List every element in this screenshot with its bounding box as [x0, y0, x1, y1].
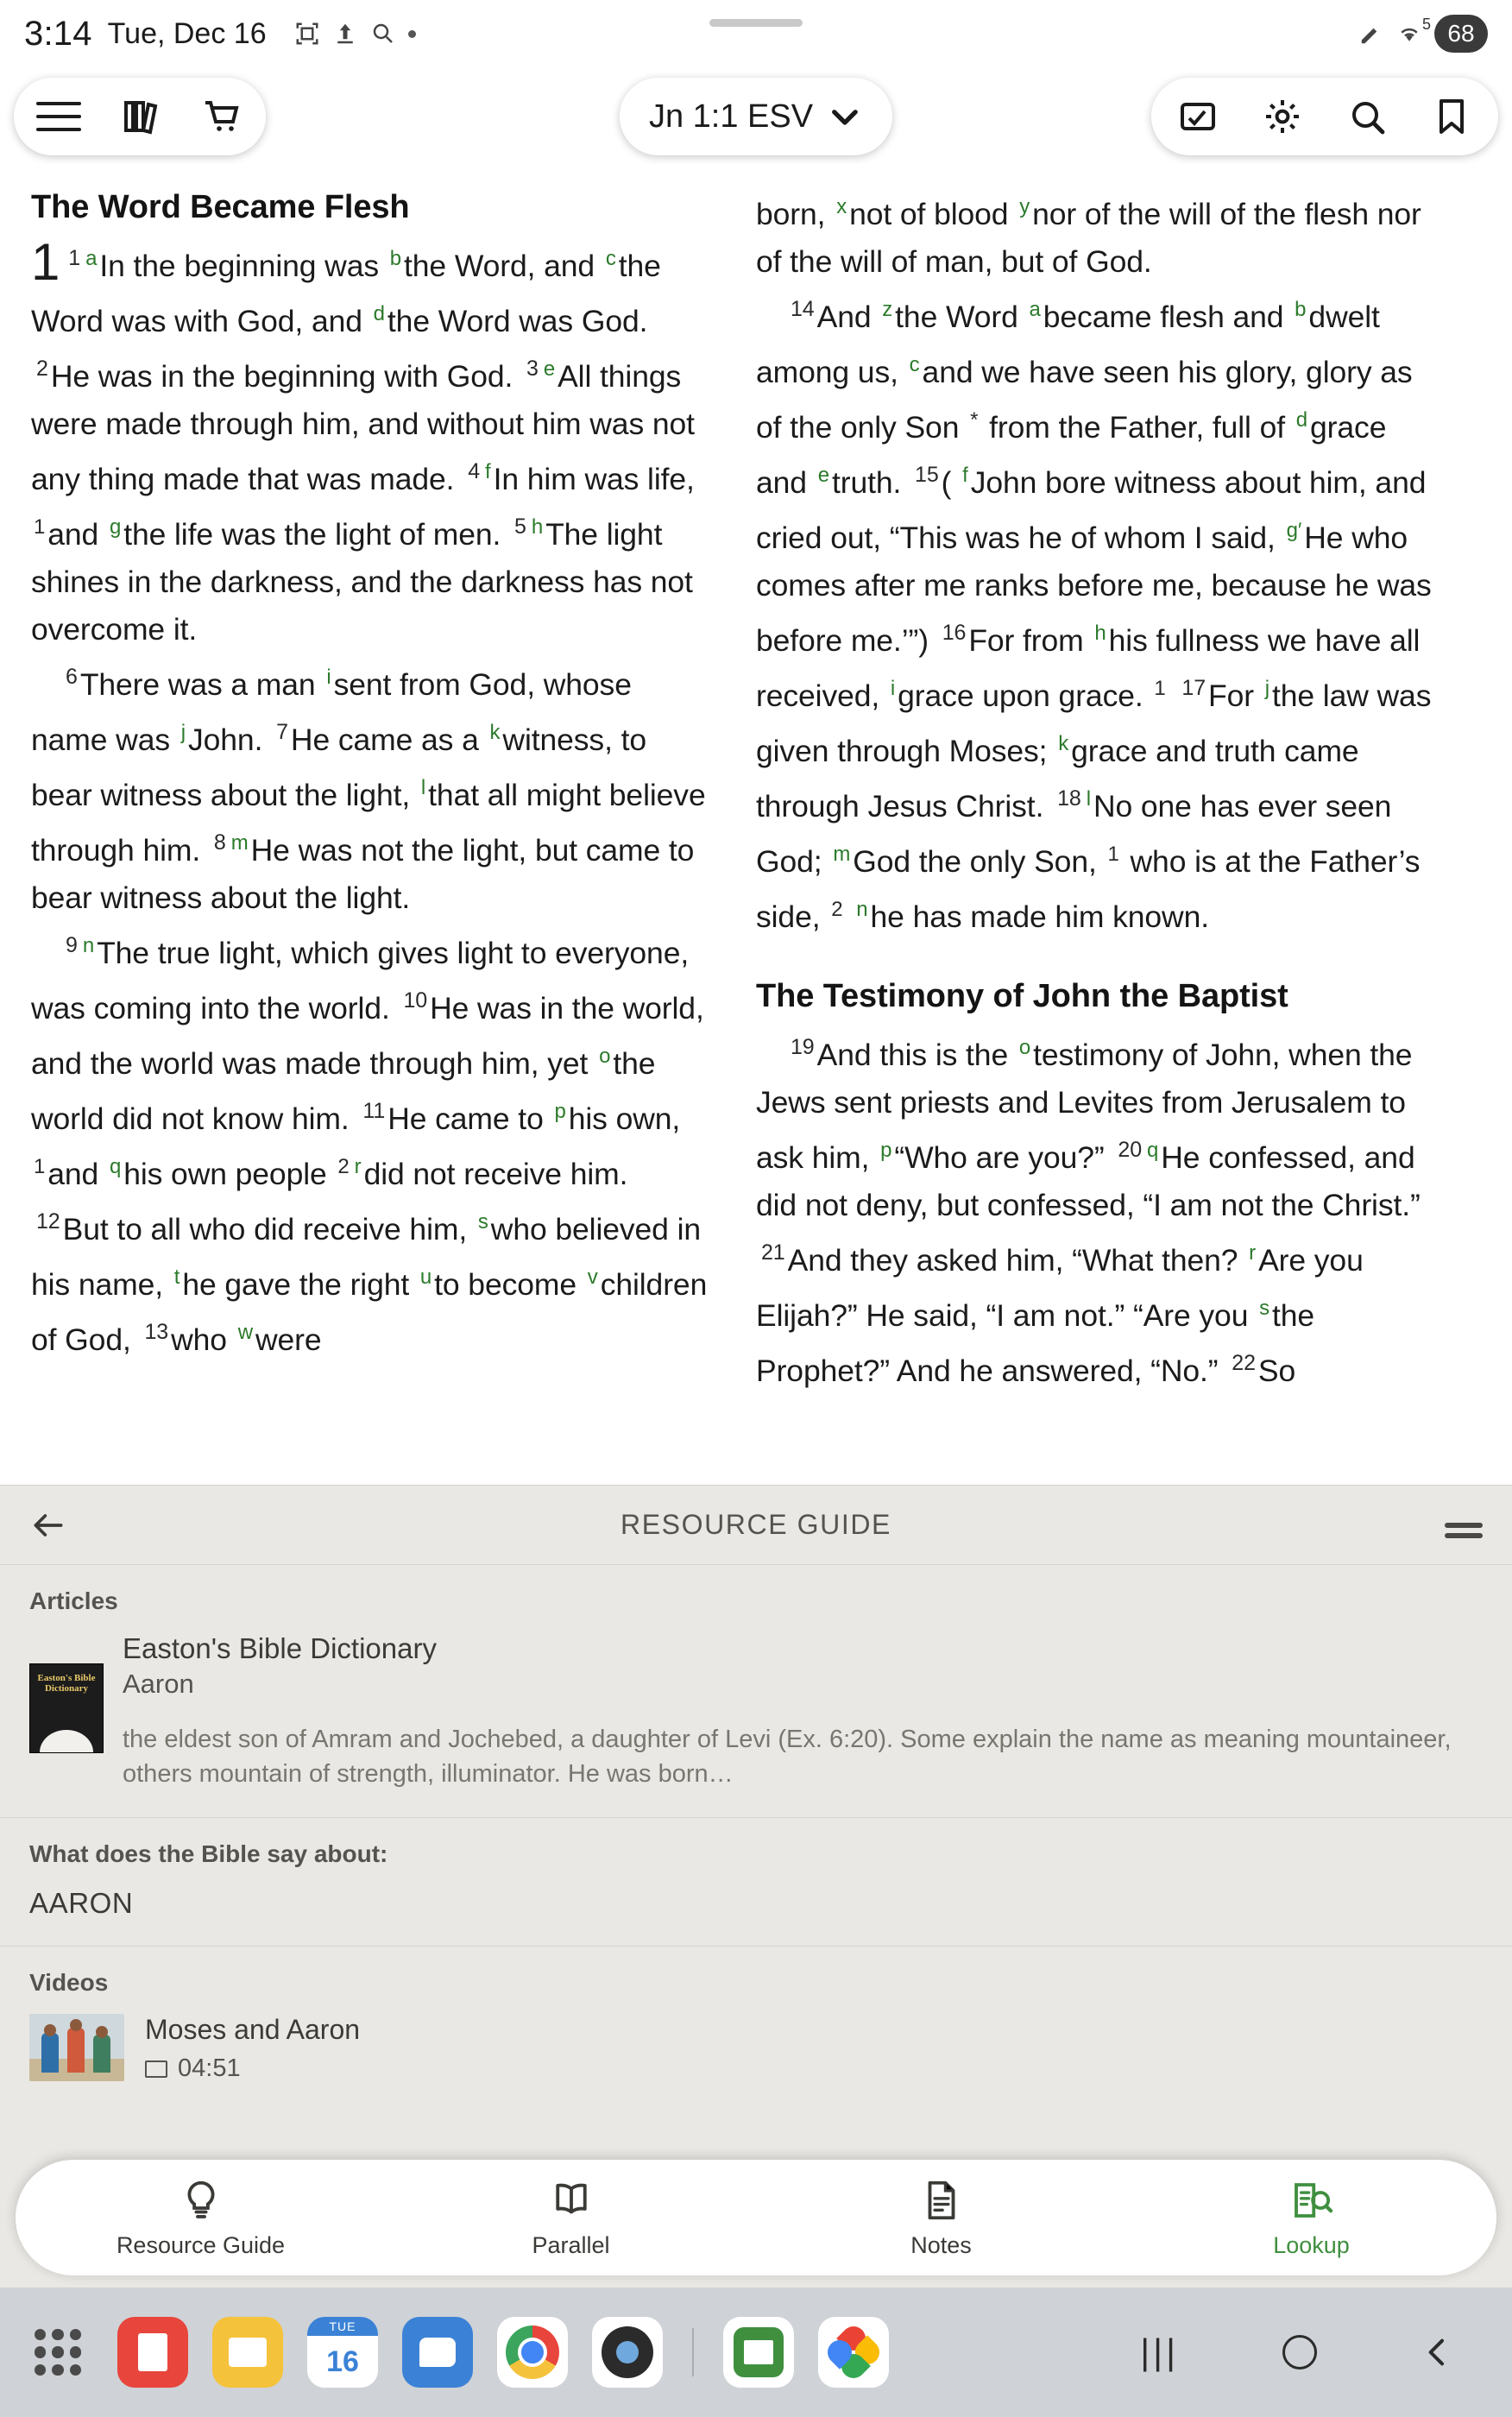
bible-app-icon[interactable]	[723, 2317, 794, 2388]
footnote-marker[interactable]: d	[1295, 408, 1308, 432]
photos-app-icon[interactable]	[818, 2317, 889, 2388]
home-button[interactable]	[1282, 2335, 1317, 2370]
videos-label: Videos	[29, 1969, 109, 1996]
back-arrow-icon[interactable]	[29, 1506, 67, 1544]
bible-paragraph-2: $^6$There was a man $^i$sent from God, whose name was $^j$John. $^7$He came as a $^k$witness, to bear witness about the light, $^l$that all might believe through him. $^8$ $^m$He was not the light, but came to bear witness about the light.	[31, 665, 706, 915]
footnote-marker[interactable]: j	[180, 721, 186, 744]
video-list-item[interactable]	[29, 2014, 1483, 2083]
footnote-marker[interactable]: l	[420, 776, 426, 799]
footnote-marker[interactable]: l	[1086, 787, 1091, 811]
calendar-weekday: TUE	[307, 2317, 378, 2336]
article-entry-name: Aaron	[123, 1669, 194, 1699]
verse-number: 15	[915, 463, 939, 487]
footnote-marker[interactable]: j	[1264, 677, 1269, 700]
chevron-down-icon[interactable]	[827, 98, 863, 135]
footnote-marker[interactable]: w	[237, 1321, 253, 1344]
recents-button[interactable]: |||	[1140, 2332, 1179, 2372]
footnote-marker[interactable]: q	[1147, 1139, 1159, 1162]
battery-indicator: 68	[1434, 15, 1488, 53]
pdf-app-icon[interactable]	[117, 2317, 188, 2388]
article-snippet: the eldest son of Amram and Jochebed, a daughter of Levi (Ex. 6:20). Some explain the name as meaning mountaineer, others mountain of strength, illuminator. He was born…	[123, 1726, 1452, 1788]
verse-number: 6	[66, 665, 78, 689]
open-book-icon	[548, 2177, 595, 2224]
camera-notch	[709, 19, 803, 27]
current-reference: Jn 1:1 ESV	[648, 98, 814, 135]
bible-paragraph-3: $^9$ $^n$The true light, which gives light to everyone, was coming into the world. $^{10}$He was in the world, and the world was made through him, yet $^o$the world did not know him. $^{11}$He came to $^p$his own, $^1$and $^q$his own people $^2$ $^r$did not receive him. $^{12}$But to all who did receive him, $^s$who believed in his name, $^t$he gave the right $^u$to become $^v$children of God, $^{13}$who $^w$were	[31, 933, 708, 1357]
bottom-nav-bar	[16, 2160, 1496, 2275]
dot-icon	[408, 30, 416, 38]
verse-number: 14	[791, 297, 815, 321]
upload-icon	[332, 21, 358, 47]
dock-divider	[692, 2328, 694, 2376]
wifi-icon	[1396, 16, 1431, 47]
verse-number: 11	[362, 1099, 386, 1123]
book-cover-arc	[40, 1730, 93, 1753]
articles-section	[0, 1565, 1512, 1818]
footnote-marker[interactable]: d	[373, 302, 385, 325]
verse-number: 18	[1057, 786, 1081, 811]
footnote-marker[interactable]: p	[554, 1100, 566, 1123]
footnote-marker[interactable]: h	[1094, 622, 1106, 645]
book-cover-thumbnail	[29, 1663, 104, 1753]
verse-number: 10	[403, 988, 428, 1013]
footnote-marker[interactable]: u	[419, 1265, 432, 1289]
search-plus-icon	[370, 21, 396, 47]
verse-number: 16	[942, 621, 967, 645]
footnote-marker[interactable]: 1	[1154, 677, 1166, 700]
footnote-marker[interactable]: z	[882, 298, 893, 321]
resource-guide-panel	[0, 1485, 1512, 2288]
footnote-marker[interactable]: s	[1259, 1297, 1270, 1320]
footnote-marker[interactable]: t	[173, 1265, 180, 1289]
bible-reader[interactable]	[0, 164, 1512, 1485]
video-thumbnail	[29, 2014, 124, 2081]
footnote-marker[interactable]: k	[1058, 732, 1069, 755]
footnote-marker[interactable]: 1	[34, 1155, 46, 1178]
nav-item-parallel[interactable]	[386, 2177, 756, 2259]
bible-paragraph-4: born, $^x$not of blood $^y$nor of the will of the flesh nor of the will of man, but of God.	[756, 195, 1421, 279]
footnote-marker[interactable]: e	[543, 357, 556, 381]
footnote-marker[interactable]: a	[1029, 298, 1041, 321]
verse-number: 5	[514, 514, 526, 539]
nav-item-lookup[interactable]	[1126, 2177, 1496, 2259]
camera-app-icon[interactable]	[592, 2317, 663, 2388]
footnote-marker[interactable]: *	[970, 408, 979, 432]
wifi-band-label: 5	[1421, 16, 1431, 33]
back-button[interactable]	[1421, 2335, 1455, 2370]
video-meta	[145, 2054, 360, 2083]
menu-icon[interactable]	[36, 102, 81, 131]
footnote-marker[interactable]: r	[354, 1155, 362, 1178]
bible-say-section[interactable]	[0, 1818, 1512, 1947]
android-dock	[0, 2288, 1512, 2417]
footnote-marker[interactable]: o	[1018, 1036, 1031, 1059]
article-body	[123, 1632, 1483, 1791]
footnote-marker[interactable]: n	[856, 898, 868, 921]
nav-item-notes[interactable]	[756, 2177, 1126, 2259]
verse-number: 4	[468, 459, 481, 483]
footnote-marker[interactable]: b	[389, 247, 402, 270]
bible-column-left	[31, 183, 708, 1485]
verse-number: 1	[68, 246, 81, 270]
footnote-marker[interactable]: m	[230, 831, 249, 855]
calendar-app-icon[interactable]	[307, 2317, 378, 2388]
verse-number: 13	[144, 1320, 169, 1344]
pen-icon	[1358, 21, 1384, 47]
footnote-marker[interactable]: q	[109, 1155, 122, 1178]
verse-number: 8	[213, 830, 226, 855]
bookmark-icon[interactable]	[1431, 96, 1472, 137]
footnote-marker[interactable]: f	[962, 464, 968, 487]
footnote-marker[interactable]: s	[477, 1210, 488, 1234]
footnote-marker[interactable]: 2	[337, 1155, 350, 1178]
footnote-marker[interactable]: r	[1249, 1241, 1257, 1265]
toolbar-right-group	[1151, 78, 1498, 155]
bible-paragraph-6: $^{19}$And this is the $^o$testimony of John, when the Jews sent priests and Levites from Jerusalem to ask him, $^p$“Who are you?” $^{20}$ $^q$He confessed, and did not deny, but confessed, “I am not the Christ.” $^{21}$And they asked him, “What then? $^r$Are you Elijah?” He said, “I am not.” “Are you $^s$the Prophet?” And he answered, “No.” $^{22}$So	[756, 1035, 1421, 1388]
footnote-marker[interactable]: g	[109, 515, 122, 539]
footnote-marker[interactable]: f	[485, 460, 491, 483]
verse-number: 20	[1118, 1138, 1143, 1162]
footnote-marker[interactable]: e	[817, 464, 829, 487]
library-icon[interactable]	[121, 96, 162, 137]
article-source-title: Easton's Bible Dictionary	[123, 1632, 437, 1664]
screenshot-icon	[294, 21, 320, 47]
verse-number: 17	[1181, 676, 1206, 700]
files-app-icon[interactable]	[212, 2317, 283, 2388]
status-bar	[0, 0, 1512, 67]
footnote-marker[interactable]: n	[82, 934, 95, 957]
gear-icon[interactable]	[1262, 96, 1303, 137]
articles-label: Articles	[29, 1587, 118, 1614]
calendar-day: 16	[326, 2344, 359, 2378]
verse-number: 7	[276, 720, 288, 744]
book-cover-title: Easton's Bible Dictionary	[37, 1673, 96, 1694]
bible-paragraph-1: 1 $^1$ $^a$In the beginning was $^b$the Word, and $^c$the Word was with God, and $^d$the Word was God. $^2$He was in the beginning with God. $^3$ $^e$All things were made through him, and without him was not any thing made that was made. $^4$ $^f$In him was life, $^1$and $^g$the life was the light of men. $^5$ $^h$The light shines in the darkness, and the darkness has not overcome it.	[31, 233, 695, 647]
footnote-marker[interactable]: 1	[1107, 842, 1119, 866]
footnote-marker[interactable]: p	[880, 1139, 892, 1162]
video-title: Moses and Aaron	[145, 2014, 361, 2045]
footnote-marker[interactable]: c	[605, 247, 616, 270]
verse-number: 19	[791, 1035, 815, 1059]
verse-number: 22	[1232, 1351, 1256, 1375]
footnote-marker[interactable]: i	[890, 677, 896, 700]
nav-label-parallel: Parallel	[532, 2231, 610, 2258]
lookup-book-icon	[1288, 2177, 1335, 2224]
nav-label-resource-guide: Resource Guide	[116, 2231, 286, 2258]
video-body	[145, 2014, 360, 2083]
status-time: 3:14	[24, 14, 92, 53]
footnote-marker[interactable]: y	[1019, 195, 1030, 218]
footnote-marker[interactable]: b	[1295, 298, 1307, 321]
reference-selector[interactable]	[620, 78, 892, 155]
article-list-item[interactable]	[29, 1632, 1483, 1791]
footnote-marker[interactable]: m	[833, 842, 851, 866]
footnote-marker[interactable]: 2	[831, 898, 843, 921]
footnote-marker[interactable]: i	[326, 666, 331, 689]
messages-app-icon[interactable]	[402, 2317, 473, 2388]
reading-plan-icon[interactable]	[1177, 96, 1219, 137]
verse-number: 21	[761, 1240, 785, 1265]
drag-handle-icon[interactable]	[1445, 1523, 1483, 1528]
verse-number: 2	[36, 357, 48, 381]
resource-guide-header	[0, 1486, 1512, 1565]
top-toolbar	[0, 67, 1512, 164]
verse-number: 3	[526, 357, 539, 381]
chrome-app-icon[interactable]	[497, 2317, 568, 2388]
toolbar-left-group	[14, 78, 266, 155]
nav-item-resource-guide[interactable]	[16, 2177, 386, 2259]
bible-say-label: What does the Bible say about:	[29, 1840, 388, 1867]
verse-number: 9	[66, 933, 78, 957]
nav-label-lookup: Lookup	[1273, 2231, 1350, 2258]
status-notification-icons	[294, 21, 416, 47]
chapter-number: 1	[31, 233, 60, 291]
lightbulb-icon	[178, 2177, 224, 2224]
bible-column-right	[756, 183, 1433, 1485]
videos-section	[0, 1947, 1512, 2109]
footnote-marker[interactable]: 1	[34, 515, 46, 539]
bible-paragraph-5: $^{14}$And $^z$the Word $^a$became flesh and $^b$dwelt among us, $^c$and we have seen his glory, glory as of the only Son * from the Father, full of $^d$grace and $^e$truth. $^{15}$( $^f$John bore witness about him, and cried out, “This was he of whom I said, $^{g'}$He who comes after me ranks before me, because he was before me.’”) $^{16}$For from $^h$his fullness we have all received, $^i$grace upon grace. $^1$ $^{17}$For $^j$the law was given through Moses; $^k$grace and truth came through Jesus Christ. $^{18}$ $^l$No one has ever seen God; $^m$God the only Son, $^1$ who is at the Father’s side, $^2$ $^n$he has made him known.	[756, 297, 1432, 934]
app-drawer-icon[interactable]	[22, 2317, 93, 2388]
resource-guide-title: RESOURCE GUIDE	[621, 1509, 891, 1540]
footnote-marker[interactable]: o	[599, 1044, 611, 1068]
status-date: Tue, Dec 16	[107, 16, 267, 50]
footnote-marker[interactable]: x	[836, 195, 847, 218]
status-bar-left	[24, 15, 416, 54]
cart-icon[interactable]	[202, 96, 243, 137]
video-duration: 04:51	[178, 2054, 241, 2082]
video-icon	[145, 2060, 167, 2078]
nav-label-notes: Notes	[910, 2231, 972, 2258]
status-bar-right	[1358, 15, 1488, 53]
footnote-marker[interactable]: v	[587, 1265, 598, 1289]
footnote-marker[interactable]: h	[531, 515, 544, 539]
bible-say-topic[interactable]: AARON	[29, 1887, 134, 1919]
search-icon[interactable]	[1346, 96, 1388, 137]
footnote-marker[interactable]: g′	[1286, 519, 1302, 542]
footnote-marker[interactable]: c	[909, 353, 920, 376]
section-heading-2: The Testimony of John the Baptist	[756, 978, 1288, 1014]
verse-number: 12	[36, 1209, 60, 1234]
footnote-marker[interactable]: a	[85, 247, 98, 270]
footnote-marker[interactable]: k	[489, 721, 501, 744]
note-page-icon	[918, 2177, 965, 2224]
section-heading-1: The Word Became Flesh	[31, 189, 410, 225]
system-navigation-bar	[1140, 2334, 1490, 2370]
